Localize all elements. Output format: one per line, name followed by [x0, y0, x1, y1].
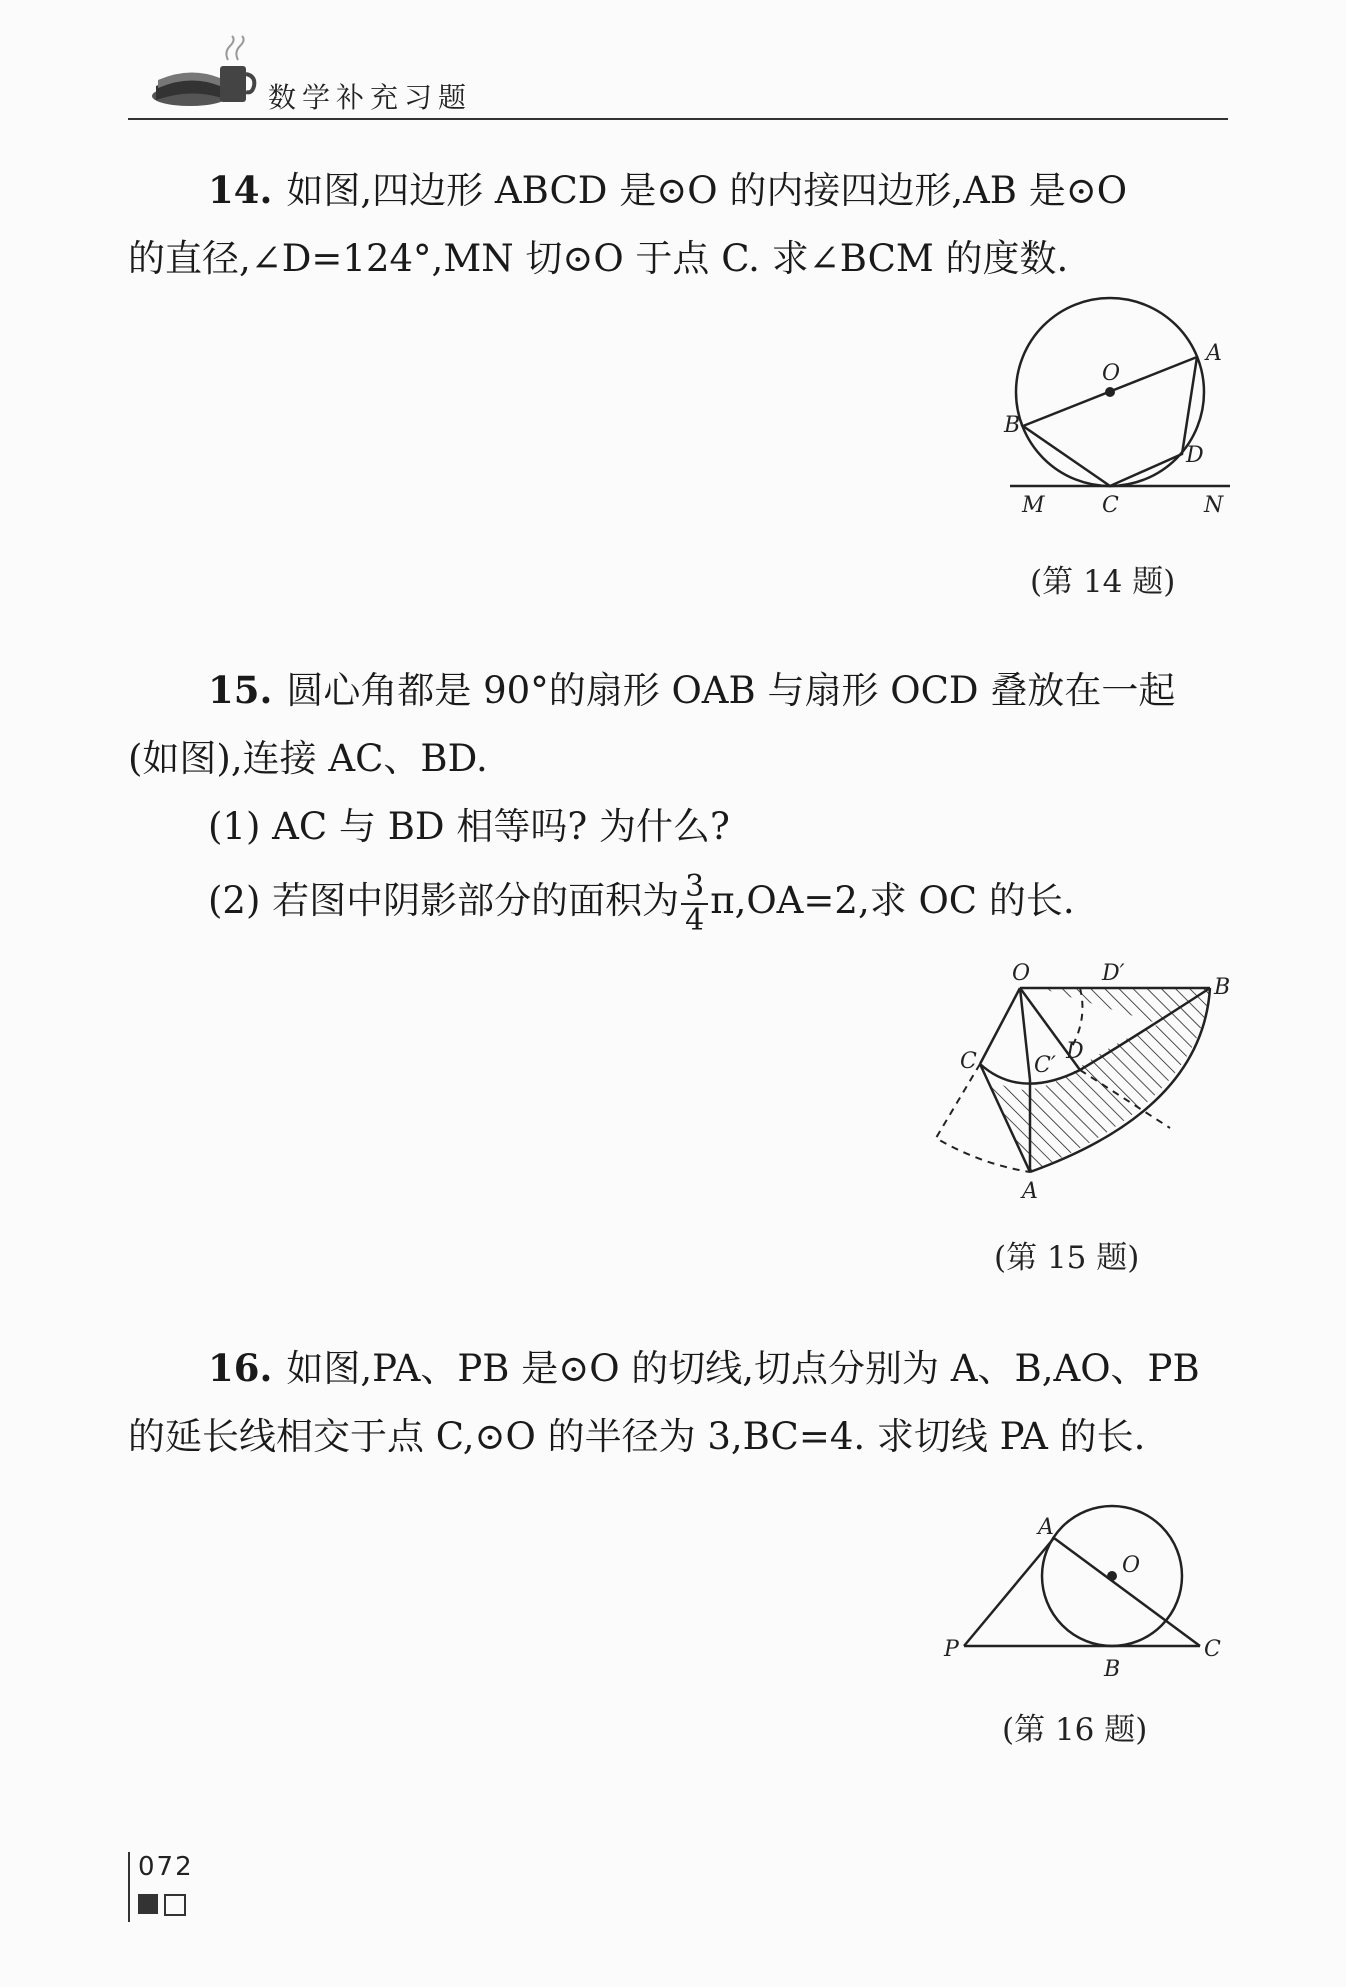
label-m: M — [1022, 493, 1045, 518]
tangent-pa — [964, 1538, 1054, 1646]
label-b: B — [1104, 1657, 1121, 1682]
label-c: C — [1204, 1637, 1221, 1662]
problem-16-number: 16. — [208, 1346, 273, 1390]
figure-15 — [920, 960, 1231, 1204]
label-d-prime: D′ — [1102, 961, 1125, 986]
label-o: O — [1012, 961, 1031, 986]
page-number: 072 — [138, 1852, 194, 1882]
center-point-o — [1105, 387, 1115, 397]
label-a: A — [1022, 1179, 1038, 1204]
problem-14-number: 14. — [208, 168, 273, 212]
center-point-o — [1107, 1571, 1117, 1581]
figure-16 — [936, 1494, 1236, 1694]
fraction-three-quarters: $\frac{3}{4}$ — [681, 871, 708, 937]
problem-16-line-2: 的延长线相交于点 C,⊙O 的半径为 3,BC=4. 求切线 PA 的长. — [128, 1415, 1146, 1458]
label-a: A — [1038, 1515, 1054, 1540]
label-n: N — [1204, 493, 1224, 518]
problem-15-question-2: (2) 若图中阴影部分的面积为 $\frac{3}{4}$ π,OA=2,求 OC 的长. — [208, 868, 1075, 938]
books-cup-icon — [150, 36, 260, 116]
label-b: B — [1004, 413, 1021, 438]
figure-14 — [1004, 300, 1240, 530]
label-c-prime: C′ — [1034, 1053, 1056, 1078]
label-p: P — [944, 1637, 959, 1662]
segment-oc-prime — [1020, 988, 1030, 1080]
caption-15: (第 15 题) — [994, 1240, 1140, 1276]
label-b: B — [1214, 975, 1231, 1000]
problem-15-line-2: (如图),连接 AC、BD. — [128, 737, 488, 780]
label-o: O — [1102, 361, 1121, 386]
problem-14 — [128, 156, 1228, 293]
label-c: C — [960, 1049, 977, 1074]
problem-15-line-1: 15. 圆心角都是 90°的扇形 OAB 与扇形 OCD 叠放在一起 — [208, 668, 1176, 712]
label-o: O — [1122, 1553, 1141, 1578]
problem-16 — [128, 1334, 1228, 1471]
label-d: D — [1066, 1039, 1084, 1064]
filled-square-icon — [138, 1894, 158, 1914]
label-c: C — [1102, 493, 1119, 518]
page-header — [128, 36, 1228, 126]
book-title: 数学补充习题 — [268, 81, 473, 114]
problem-15-question-1: (1) AC 与 BD 相等吗? 为什么? — [208, 805, 730, 848]
problem-15 — [128, 656, 1228, 937]
problem-15-number: 15. — [208, 668, 273, 712]
footer-bar — [128, 1852, 130, 1922]
problem-16-line-1: 16. 如图,PA、PB 是⊙O 的切线,切点分别为 A、B,AO、PB — [208, 1346, 1200, 1390]
label-d: D — [1186, 443, 1204, 468]
caption-14: (第 14 题) — [1030, 564, 1176, 600]
label-a: A — [1206, 341, 1222, 366]
problem-14-line-2: 的直径,∠D=124°,MN 切⊙O 于点 C. 求∠BCM 的度数. — [128, 237, 1069, 280]
problem-14-line-1: 14. 如图,四边形 ABCD 是⊙O 的内接四边形,AB 是⊙O — [208, 168, 1128, 212]
segment-oc — [980, 988, 1020, 1064]
caption-16: (第 16 题) — [1002, 1712, 1148, 1748]
header-rule — [128, 118, 1228, 120]
empty-square-icon — [164, 1894, 186, 1916]
